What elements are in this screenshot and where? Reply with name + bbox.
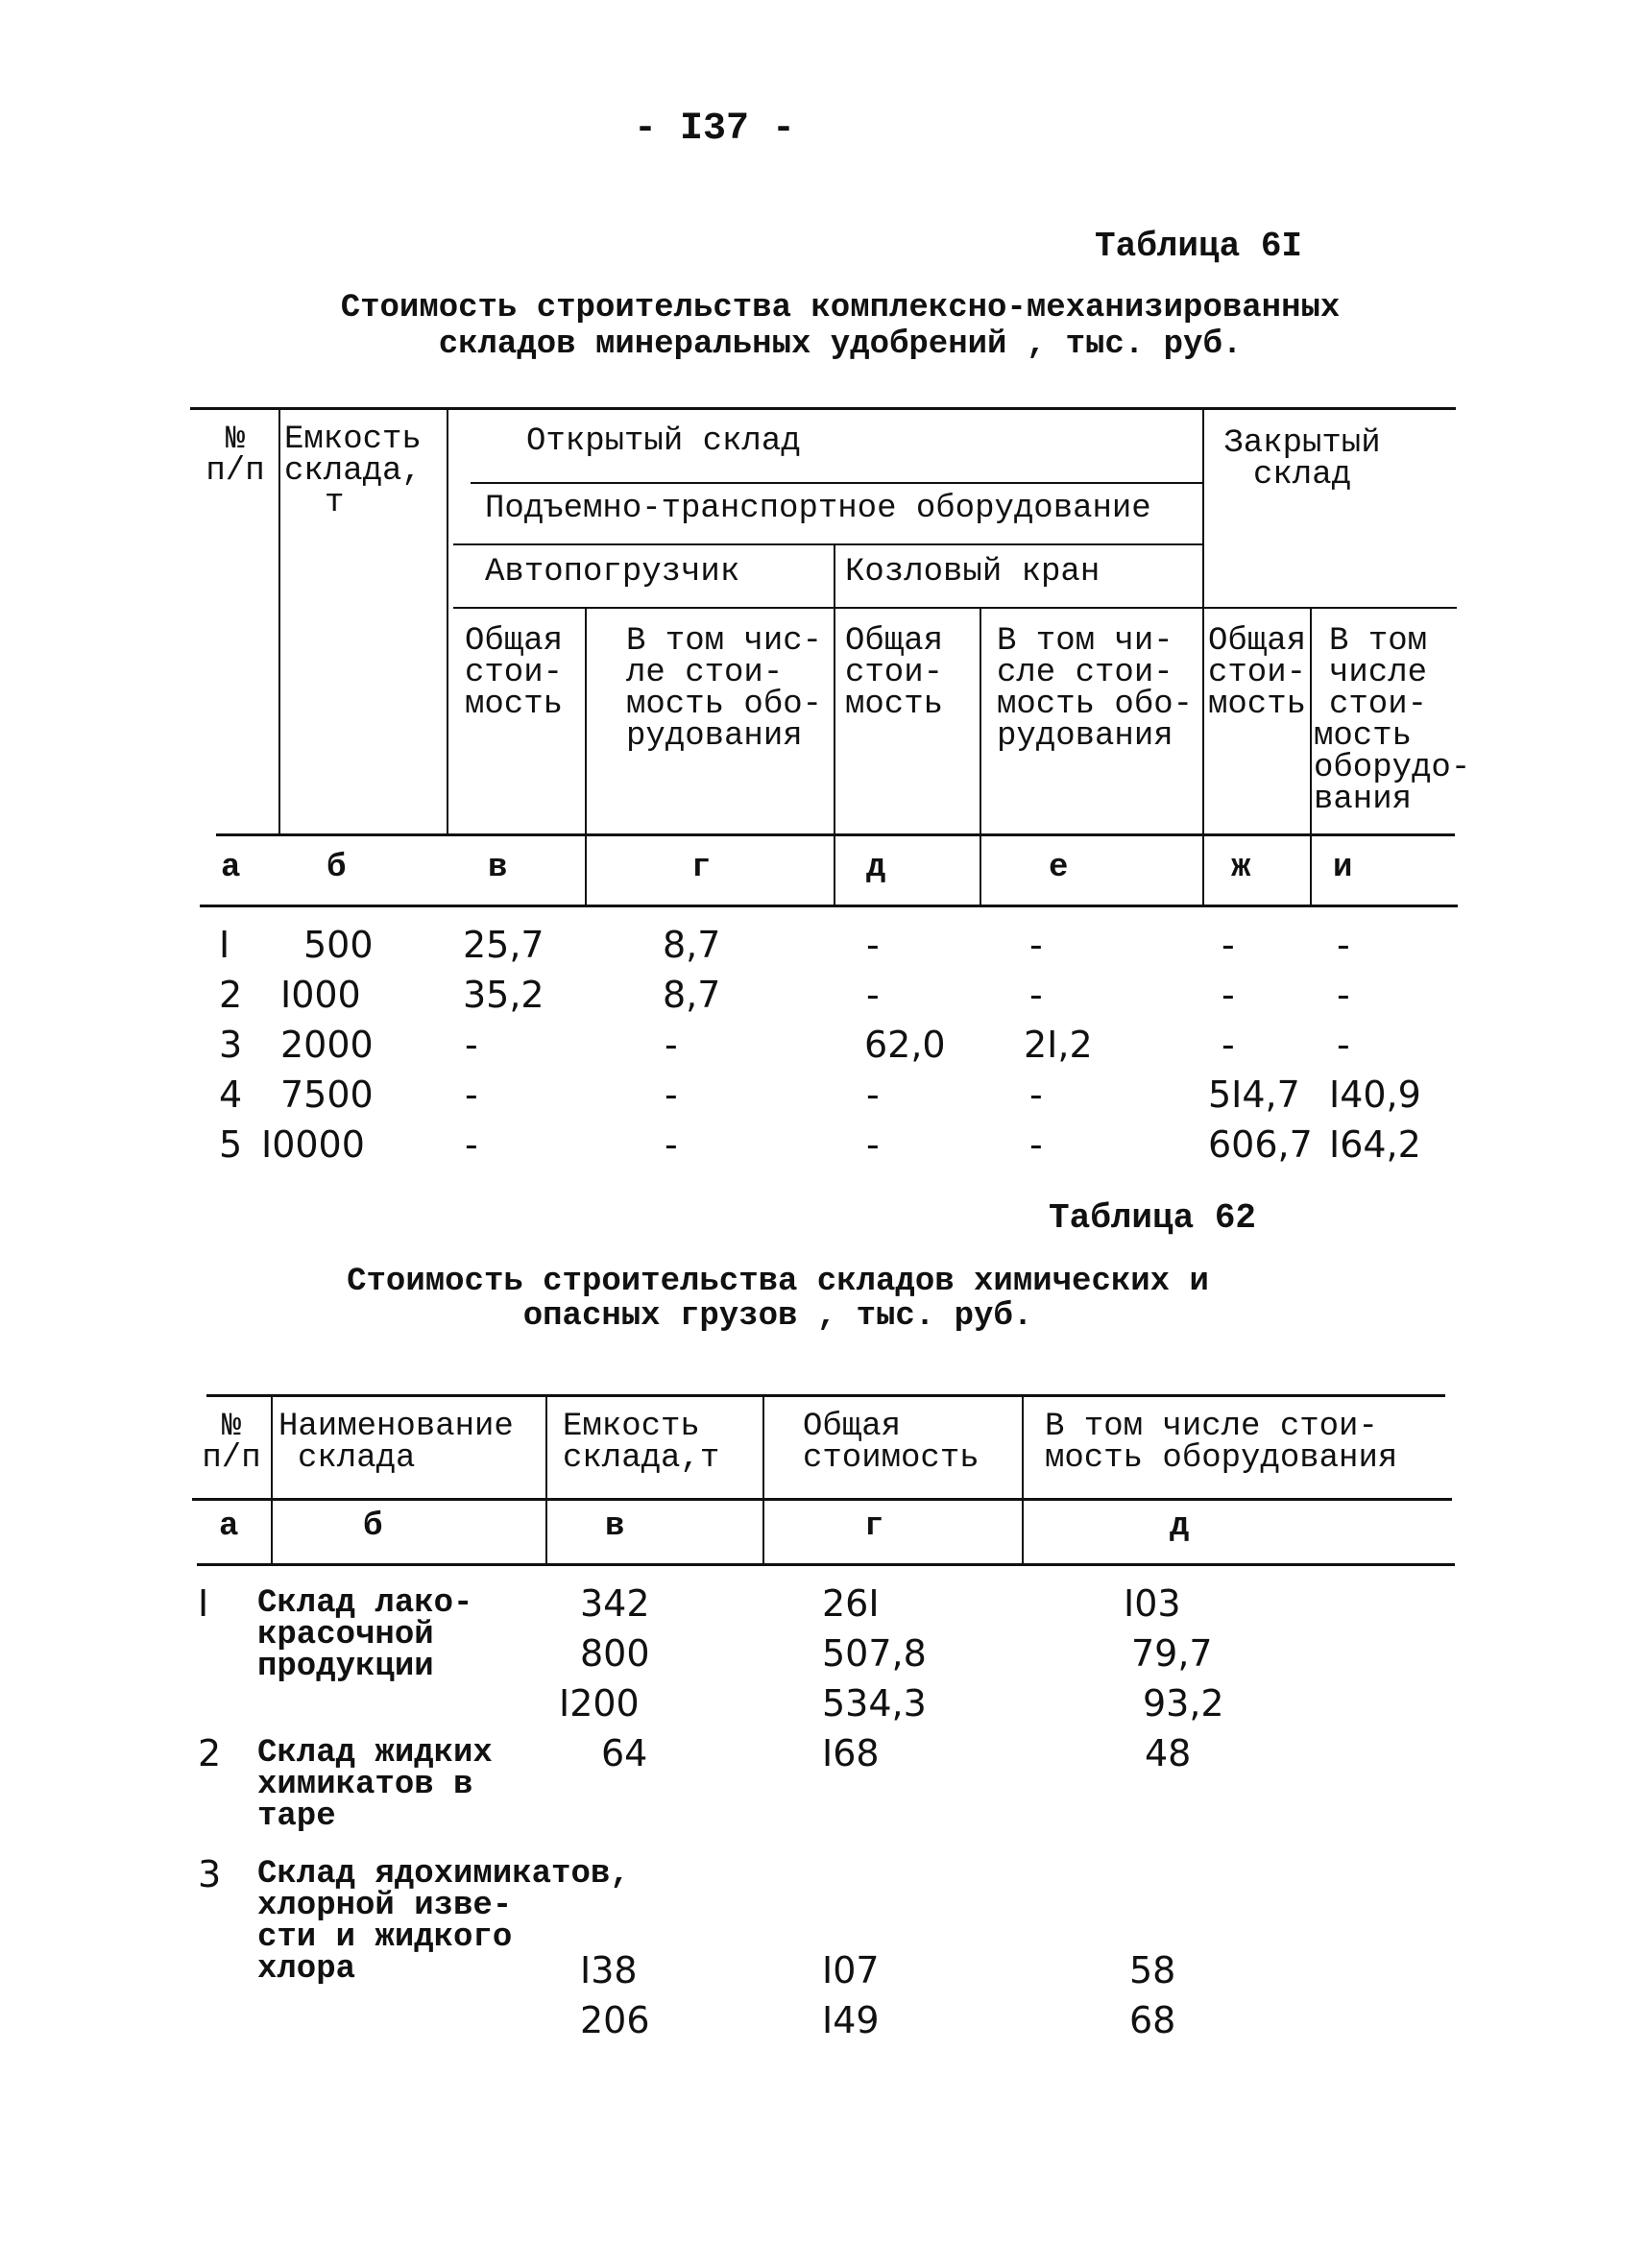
table-row: I 500 25,7 8,7 - - - - (219, 924, 1350, 966)
group-num: I (198, 1582, 209, 1625)
table61-rule (453, 543, 1202, 545)
page-number: - I37 - (634, 108, 796, 151)
table61-col-rule (278, 409, 280, 834)
table62-title-line1: Стоимость строительства складов химических и (347, 1264, 1209, 1300)
table62-col-rule (762, 1396, 764, 1565)
header-num: № п/п (206, 422, 265, 490)
table-row: 5 I0000 - - - - 606,7 I64,2 (219, 1123, 1421, 1166)
table-row: I38 I07 58 (580, 1949, 1176, 1991)
header-gantry-crane: Козловый кран (845, 554, 1101, 591)
header-autoloader: Автопогрузчик (485, 554, 740, 591)
table62-col-rule (545, 1396, 547, 1565)
group-name: Склад жидких химикатов в таре (257, 1735, 493, 1835)
group-name: Склад ядохимикатов, хлорной изве- сти и жидкого хлора (257, 1856, 630, 1988)
header-num: № п/п (202, 1409, 261, 1477)
header-capacity: Емкость склада,т (563, 1409, 720, 1477)
header-open-warehouse: Открытый склад (526, 423, 801, 460)
table-row: 342 26I I03 (580, 1582, 1181, 1625)
table-row: 2 I000 35,2 8,7 - - - - (219, 974, 1350, 1016)
header-closed-warehouse: Закрытый склад (1223, 425, 1381, 494)
table61-top-rule (190, 407, 1456, 410)
table-row: 64 I68 48 (601, 1732, 1192, 1774)
table61-label: Таблица 6I (1095, 227, 1303, 266)
table62-top-rule (206, 1394, 1445, 1397)
header-incl-equipment: В том числе стои- мость оборудования (1045, 1409, 1398, 1477)
table61-title-line2: складов минеральных удобрений , тыс. руб. (438, 326, 1243, 363)
header-incl-equipment-closed: В том числе стои- мость оборудо- вания (1314, 623, 1471, 818)
table62-rule (192, 1498, 1452, 1501)
header-total-cost: Общая стоимость (803, 1409, 980, 1477)
table62-rule (197, 1563, 1455, 1566)
table61-rule (471, 482, 1202, 484)
table61-col-rule (447, 409, 448, 836)
group-name: Склад лако- красочной продукции (257, 1585, 473, 1685)
table61-col-rule (1202, 409, 1204, 905)
header-total-cost-closed: Общая стои- мость (1208, 623, 1307, 723)
table61-col-rule (980, 609, 981, 905)
table61-rule (200, 905, 1458, 907)
header-lifting-equipment: Подъемно-транспортное оборудование (485, 491, 1151, 527)
table61-col-rule (585, 609, 587, 905)
table-row: 3 2000 - - 62,0 2I,2 - - (219, 1024, 1350, 1066)
group-num: 3 (198, 1853, 222, 1895)
header-name: Наименование склада (278, 1409, 514, 1477)
table-row: 206 I49 68 (580, 1999, 1176, 2041)
table61-col-rule (1310, 609, 1312, 905)
table61-title-line1: Стоимость строительства комплексно-механизированных (340, 290, 1341, 326)
table62-label: Таблица 62 (1049, 1198, 1257, 1238)
header-incl-equipment: В том чис- ле стои- мость обо- рудования (626, 623, 823, 755)
table62-title-line2: опасных грузов , тыс. руб. (522, 1298, 1033, 1335)
table-row: 800 507,8 79,7 (580, 1632, 1213, 1675)
group-num: 2 (198, 1732, 222, 1774)
table-row: I200 534,3 93,2 (559, 1682, 1224, 1725)
table-row: 4 7500 - - - - 5I4,7 I40,9 (219, 1074, 1421, 1116)
table61-col-rule (834, 545, 835, 905)
header-total-cost-crane: Общая стои- мость (845, 623, 944, 723)
table62-col-rule (1022, 1396, 1024, 1565)
header-incl-equipment-crane: В том чи- сле стои- мость обо- рудования (997, 623, 1194, 755)
header-capacity: Емкость склада, т (284, 422, 422, 521)
header-total-cost: Общая стои- мость (465, 623, 564, 723)
table62-col-rule (271, 1396, 273, 1563)
table61-rule (216, 833, 1455, 836)
table61-rule (453, 607, 1457, 609)
